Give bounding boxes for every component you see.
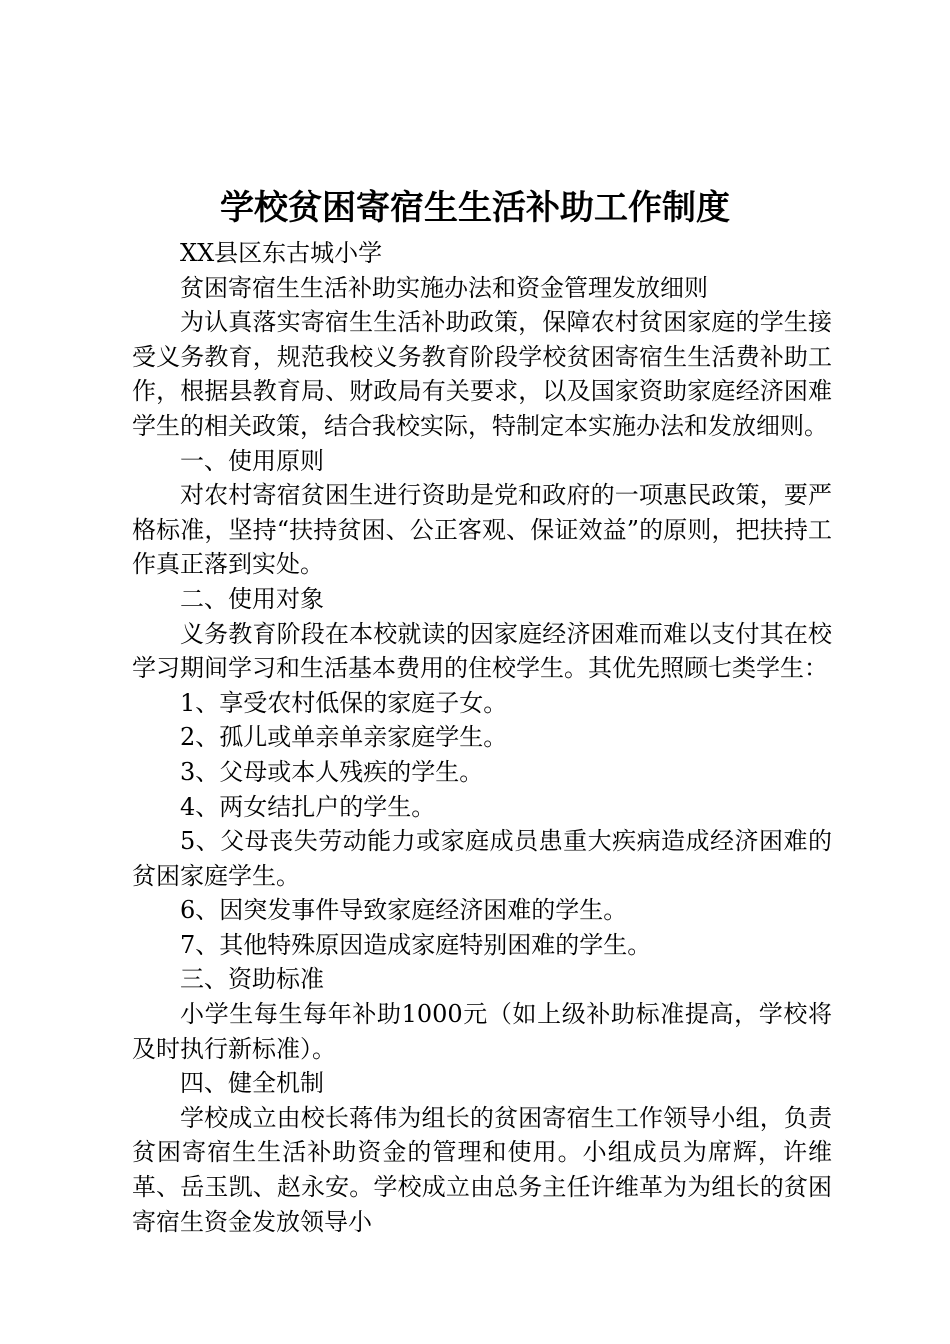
- document-title: 学校贫困寄宿生生活补助工作制度: [220, 188, 730, 228]
- section-heading-target: 二、使用对象: [180, 584, 324, 613]
- list-item: 6、因突发事件导致家庭经济困难的学生。: [180, 896, 628, 925]
- list-item: 2、孤儿或单亲单亲家庭学生。: [180, 723, 508, 752]
- school-name-line: XX县区东古城小学: [180, 239, 383, 267]
- standard-paragraph: 小学生每生每年补助1000元（如上级补助标准提高，学校将及时执行新标准）。: [132, 1000, 832, 1063]
- section-heading-standard: 三、资助标准: [180, 965, 324, 994]
- mechanism-paragraph: 学校成立由校长蒋伟为组长的贫困寄宿生工作领导小组，负责贫困寄宿生生活补助资金的管理和使用。小组成员为席辉，许维革、岳玉凯、赵永安。学校成立由总务主任许维革为为组长的贫困寄宿生资金发放领导小: [132, 1103, 832, 1236]
- section-heading-principle: 一、使用原则: [180, 446, 324, 475]
- list-item: 7、其他特殊原因造成家庭特别困难的学生。: [180, 930, 652, 959]
- principle-paragraph: 对农村寄宿贫困生进行资助是党和政府的一项惠民政策，要严格标准，坚持“扶持贫困、公正客观、保证效益”的原则，把扶持工作真正落到实处。: [132, 481, 832, 579]
- intro-paragraph: 为认真落实寄宿生生活补助政策，保障农村贫困家庭的学生接受义务教育，规范我校义务教育阶段学校贫困寄宿生生活费补助工作，根据县教育局、财政局有关要求，以及国家资助家庭经济困难学生的相关政策，结合我校实际，特制定本实施办法和发放细则。: [132, 308, 832, 440]
- list-item: 4、两女结扎户的学生。: [180, 792, 436, 821]
- document-body: [132, 236, 832, 1239]
- target-paragraph: 义务教育阶段在本校就读的因家庭经济困难而难以支付其在校学习期间学习和生活基本费用的住校学生。其优先照顾七类学生：: [132, 619, 832, 683]
- subtitle-line: 贫困寄宿生生活补助实施办法和资金管理发放细则: [180, 273, 708, 302]
- list-item: 5、父母丧失劳动能力或家庭成员患重大疾病造成经济困难的贫困家庭学生。: [132, 827, 832, 890]
- list-item: 3、父母或本人残疾的学生。: [180, 757, 484, 786]
- list-item: 1、享受农村低保的家庭子女。: [180, 688, 508, 717]
- section-heading-mechanism: 四、健全机制: [180, 1069, 324, 1098]
